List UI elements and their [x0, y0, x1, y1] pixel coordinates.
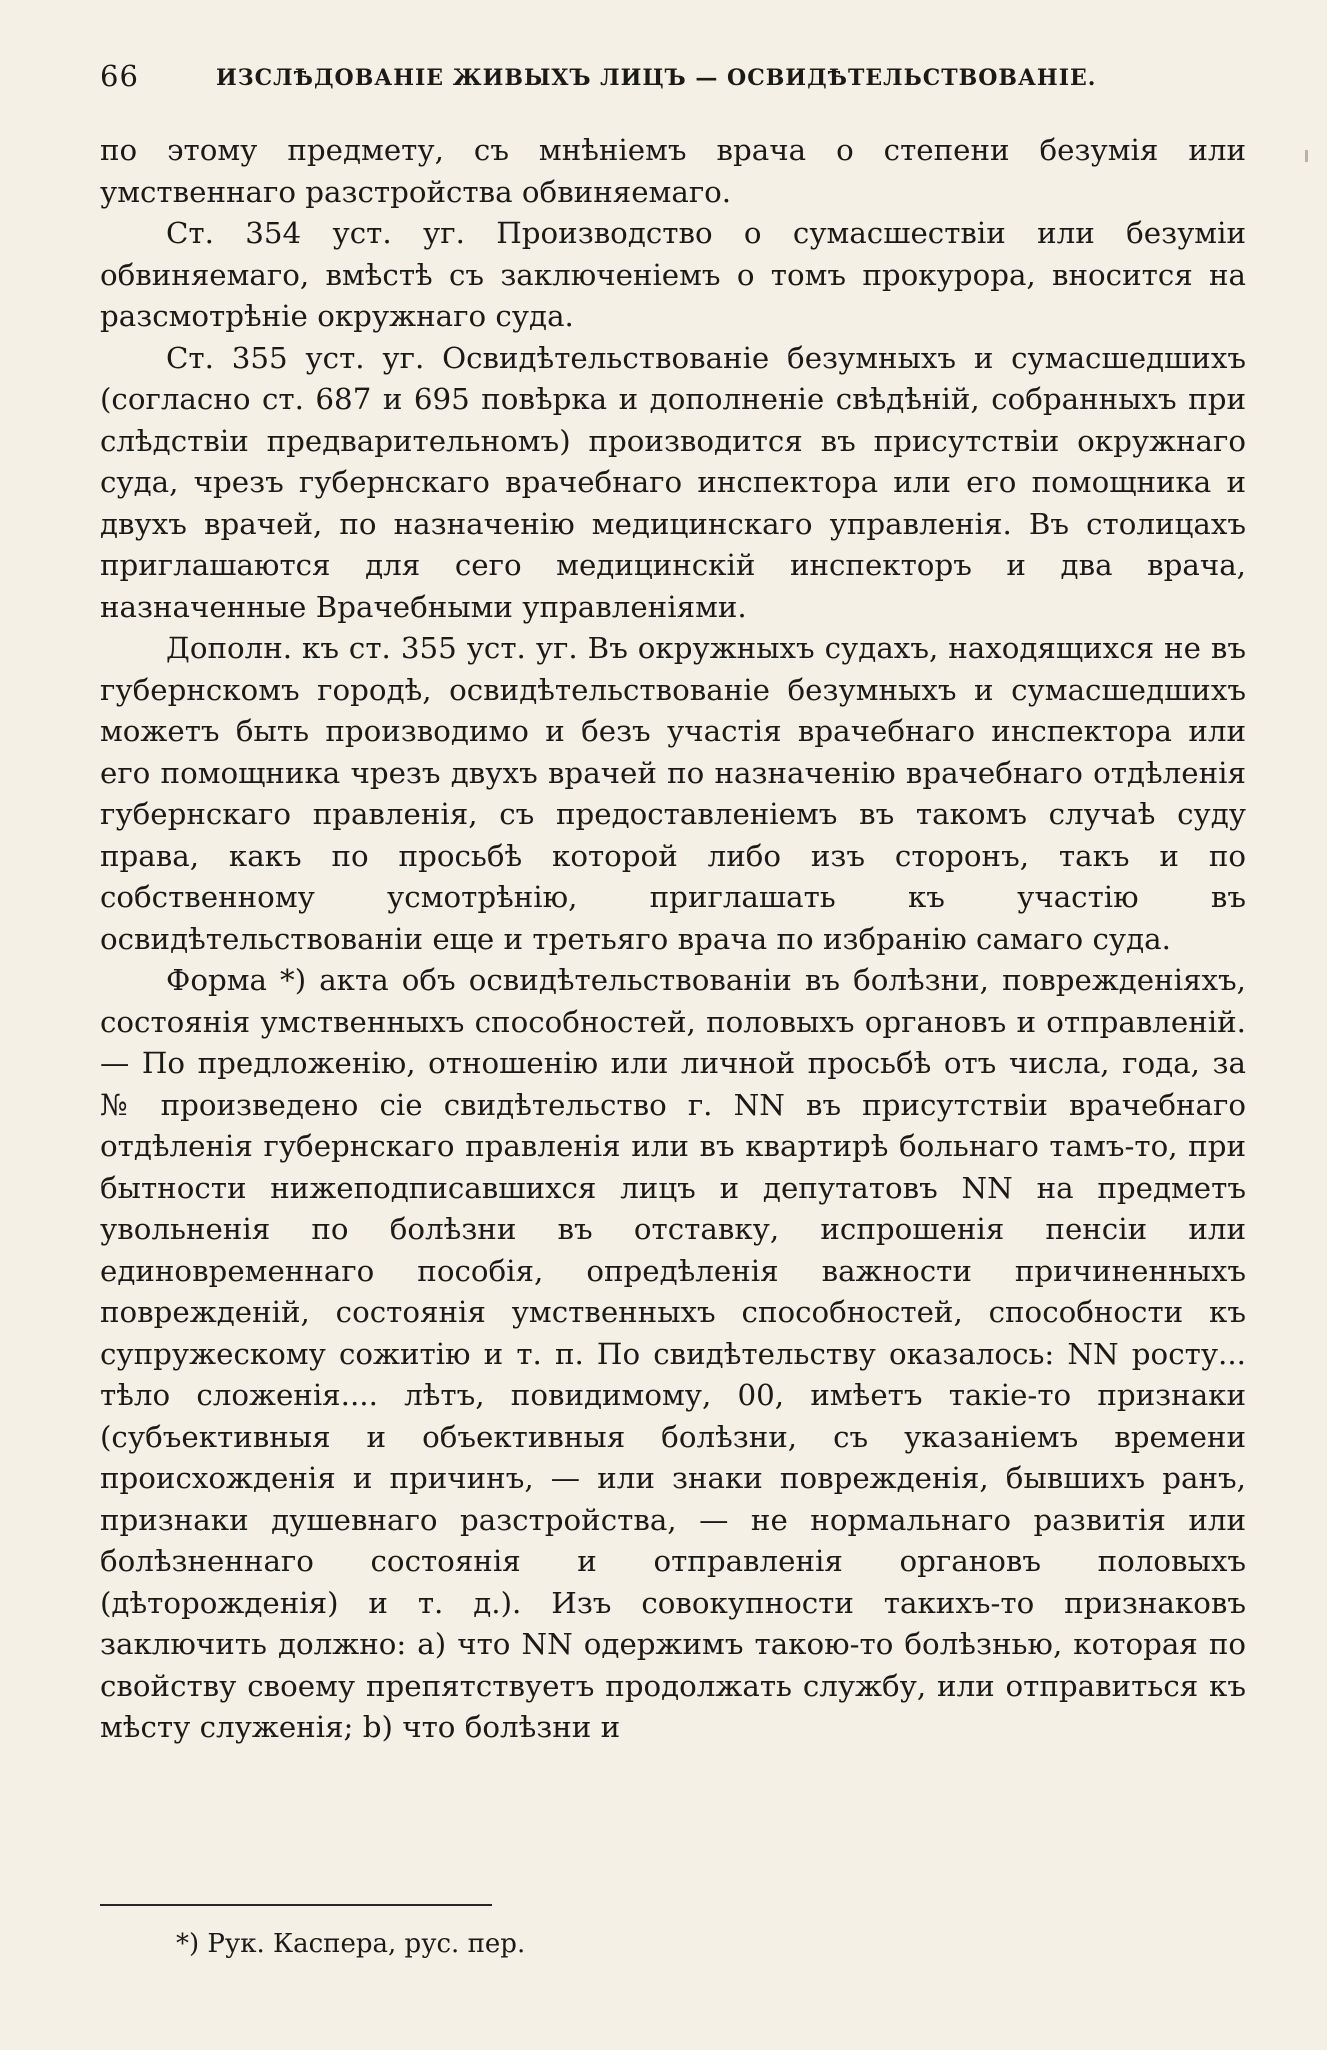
running-head: ИЗСЛѢДОВАНІЕ ЖИВЫХЪ ЛИЦЪ — ОСВИДѢТЕЛЬСТВОВАНІЕ.: [216, 65, 1097, 91]
page-header: [100, 56, 1240, 96]
paragraph-addendum-355: Дополн. къ ст. 355 уст. уг. Въ окружныхъ судахъ, находящихся не въ губернскомъ городѣ, освидѣтельствованіе безумныхъ и сумасшедшихъ можетъ быть производимо и безъ участія врачебнаго инспектора или его помощника чрезъ двухъ врачей по назначенію врачебнаго отдѣленія губернскаго правленія, съ предоставленіемъ въ такомъ случаѣ суду права, какъ по просьбѣ которой либо изъ сторонъ, такъ и по собственному усмотрѣнію, приглашать къ участію въ освидѣтельствованіи еще и третьяго врача по избранію самаго суда.: [100, 631, 1246, 956]
paragraph-act-form: Форма *) акта объ освидѣтельствованіи въ болѣзни, поврежденіяхъ, состоянія умственныхъ способностей, половыхъ органовъ и отправленій. — По предложенію, отношенію или личной просьбѣ отъ числа, года, за № произведено сіе свидѣтельство г. NN въ присутствіи врачебнаго отдѣленія губернскаго правленія или въ квартирѣ больнаго тамъ-то, при бытности нижеподписавшихся лицъ и депутатовъ NN на предметъ увольненія по болѣзни въ отставку, испрошенія пенсіи или единовременнаго пособія, опредѣленія важности причиненныхъ поврежденій, состоянія умственныхъ способностей, способности къ супружескому сожитію и т. п. По свидѣтельству оказалось: NN росту... тѣло сложенія.... лѣтъ, повидимому, 00, имѣетъ такіе-то признаки (субъективныя и объективныя болѣзни, съ указаніемъ времени происхожденія и причинъ, — или знаки поврежденія, бывшихъ ранъ, признаки душевнаго разстройства, — не нормальнаго развитія или болѣзненнаго состоянія и отправленія органовъ половыхъ (дѣторожденія) и т. д.). Изъ совокупности такихъ-то признаковъ заключить должно: а) что NN одержимъ такою-то болѣзнью, которая по свойству своему препятствуетъ продолжать службу, или отправиться къ мѣсту служенія; b) что болѣзни и: [100, 963, 1246, 1744]
paragraph-continuation: по этому предмету, съ мнѣніемъ врача о степени безумія или умственнаго разстройства обвиняемаго.: [100, 133, 1246, 209]
footnote: *) Рук. Каспера, рус. пер.: [176, 1929, 526, 1959]
footnote-divider: [100, 1904, 492, 1906]
page-number: 66: [100, 59, 139, 93]
paragraph-article-354: Ст. 354 уст. уг. Производство о сумасшествіи или безуміи обвиняемаго, вмѣстѣ съ заключеніемъ о томъ прокурора, вносится на разсмотрѣніе окружнаго суда.: [100, 216, 1246, 333]
paragraph-article-355: Ст. 355 уст. уг. Освидѣтельствованіе безумныхъ и сумасшедшихъ (согласно ст. 687 и 695 повѣрка и дополненіе свѣдѣній, собранныхъ при слѣдствіи предварительномъ) производится въ присутствіи окружнаго суда, чрезъ губернскаго врачебнаго инспектора или его помощника и двухъ врачей, по назначенію медицинскаго управленія. Въ столицахъ приглашаются для сего медицинскій инспекторъ и два врача, назначенные Врачебными управленіями.: [100, 340, 1246, 624]
body-text: [100, 130, 1246, 1749]
margin-mark: [1305, 150, 1308, 162]
